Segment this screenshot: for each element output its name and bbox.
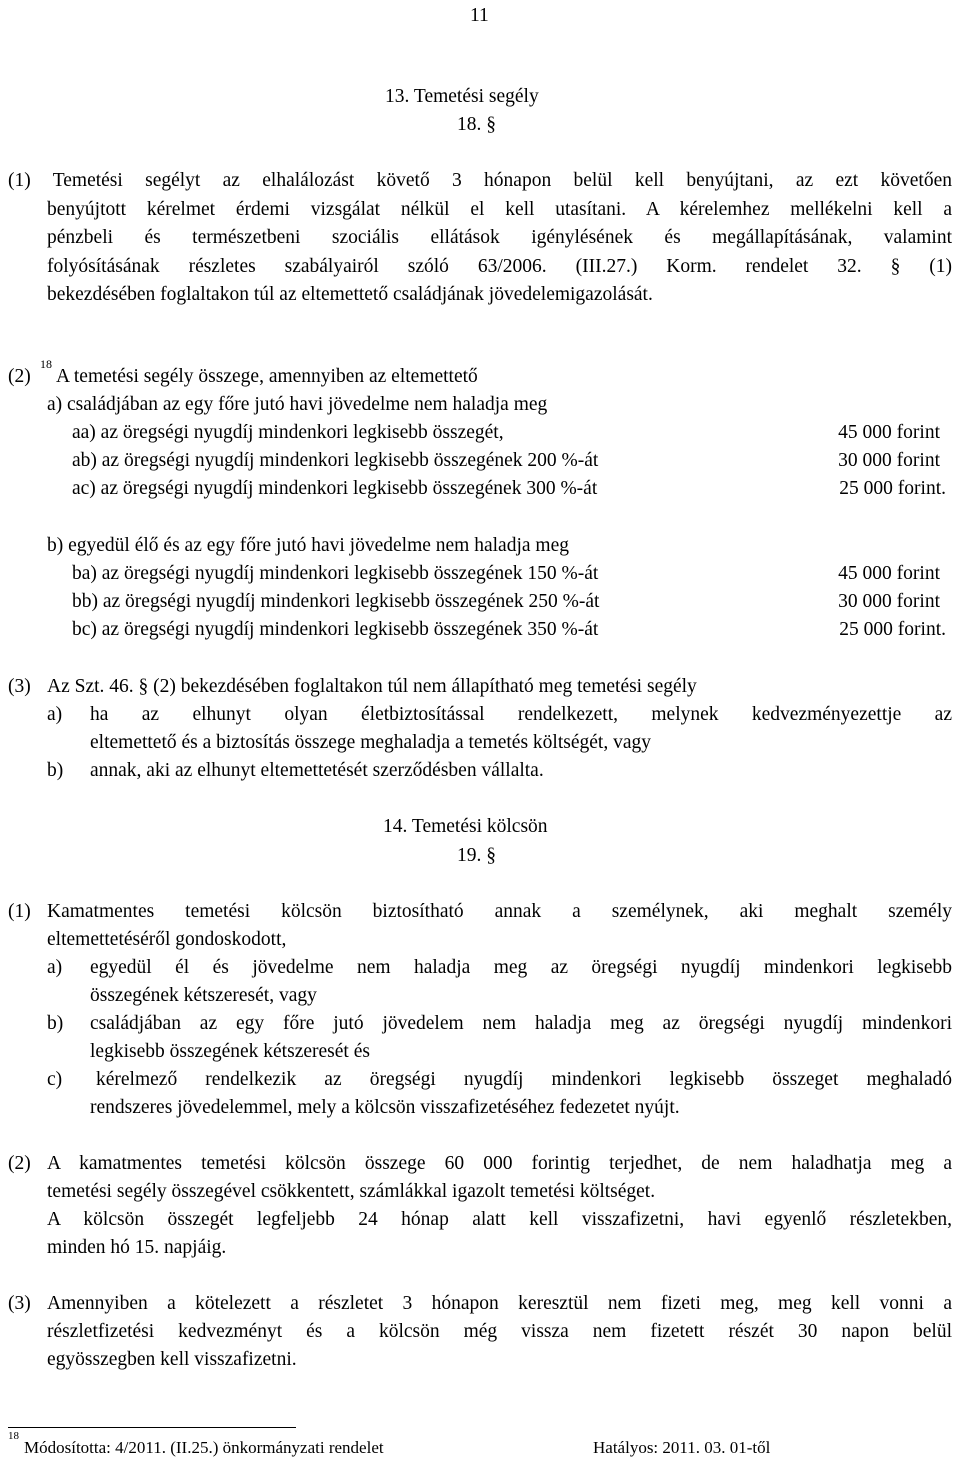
- amount-value: 30 000 forint: [838, 450, 940, 471]
- text-line: minden hó 15. napjáig.: [47, 1237, 227, 1258]
- footnote-text: Módosította: 4/2011. (II.25.) önkormányzati rendelet: [24, 1438, 384, 1457]
- item-mark: b): [47, 1013, 64, 1034]
- amount-label: ab) az öregségi nyugdíj mindenkori legkisebb összegének 200 %-át: [72, 450, 599, 471]
- section-13-heading: 13. Temetési segély: [385, 86, 539, 107]
- paragraph-number: (3): [8, 1293, 31, 1314]
- text-line: bekezdésében foglaltakon túl az eltemettető családjának jövedelemigazolását.: [47, 284, 653, 305]
- amount-label: ba) az öregségi nyugdíj mindenkori legkisebb összegének 150 %-át: [72, 563, 599, 584]
- text-line: A kamatmentes temetési kölcsön összege 60 000 forintig terjedhet, de nem haladhatja meg a: [47, 1153, 952, 1174]
- text-line: részletfizetési kedvezményt és a kölcsön még vissza nem fizetett részét 30 napon belül: [47, 1321, 952, 1342]
- footnote-separator: [8, 1427, 296, 1428]
- text-line: folyósításának részletes szabályairól szóló 63/2006. (III.27.) Korm. rendelet 32. § (1): [47, 256, 952, 277]
- footnote-reference: 18: [40, 357, 52, 371]
- paragraph-number: (2): [8, 366, 31, 387]
- text-line: annak, aki az elhunyt eltemettetését szerződésben vállalta.: [90, 760, 544, 781]
- paragraph-intro: Az Szt. 46. § (2) bekezdésében foglaltakon túl nem állapítható meg temetési segély: [47, 676, 697, 697]
- amount-label: ac) az öregségi nyugdíj mindenkori legkisebb összegének 300 %-át: [72, 478, 598, 499]
- paragraph-18-heading: 18. §: [457, 114, 496, 135]
- amount-label: bb) az öregségi nyugdíj mindenkori legkisebb összegének 250 %-át: [72, 591, 600, 612]
- group-b-title: b) egyedül élő és az egy főre jutó havi jövedelme nem haladja meg: [47, 535, 569, 556]
- group-a-title: a) családjában az egy főre jutó havi jövedelme nem haladja meg: [47, 394, 548, 415]
- text-line: eltemettető és a biztosítás összege meghaladja a temetés költségét, vagy: [90, 732, 651, 753]
- footnote-number: 18: [8, 1430, 19, 1442]
- text-line: legkisebb összegének kétszeresét és: [90, 1041, 370, 1062]
- paragraph-number: (3): [8, 676, 31, 697]
- amount-value: 25 000 forint.: [839, 478, 946, 499]
- section-14-heading: 14. Temetési kölcsön: [383, 816, 548, 837]
- text-line: összegének kétszeresét, vagy: [90, 985, 317, 1006]
- amount-value: 25 000 forint.: [839, 619, 946, 640]
- paragraph-number: (2): [8, 1153, 31, 1174]
- paragraph-intro: A temetési segély összege, amennyiben az eltemettető: [56, 366, 478, 387]
- amount-value: 30 000 forint: [838, 591, 940, 612]
- text-line: egyösszegben kell visszafizetni.: [47, 1349, 297, 1370]
- text-line: ha az elhunyt olyan életbiztosítással rendelkezett, melynek kedvezményezettje az: [90, 704, 952, 725]
- text-line: (1) Temetési segélyt az elhalálozást követő 3 hónapon belül kell benyújtani, az ezt követően: [8, 170, 952, 191]
- item-mark: c): [47, 1069, 63, 1090]
- amount-value: 45 000 forint: [838, 563, 940, 584]
- text-line: Kamatmentes temetési kölcsön biztosítható annak a személynek, aki meghalt személy: [47, 901, 952, 922]
- text-line: temetési segély összegével csökkentett, számlákkal igazolt temetési költséget.: [47, 1181, 656, 1202]
- item-mark: b): [47, 760, 64, 781]
- amount-label: bc) az öregségi nyugdíj mindenkori legkisebb összegének 350 %-át: [72, 619, 599, 640]
- text-line: családjában az egy főre jutó jövedelem nem haladja meg az öregségi nyugdíj mindenkori: [90, 1013, 952, 1034]
- amount-value: 45 000 forint: [838, 422, 940, 443]
- item-mark: a): [47, 704, 63, 725]
- text-line: pénzbeli és természetbeni szociális ellátások igénylésének és megállapításának, valamint: [47, 227, 952, 248]
- text-line: eltemettetéséről gondoskodott,: [47, 929, 287, 950]
- text-line: A kölcsön összegét legfeljebb 24 hónap alatt kell visszafizetni, havi egyenlő részletekben,: [47, 1209, 952, 1230]
- text-line: rendszeres jövedelemmel, mely a kölcsön visszafizetéséhez fedezetet nyújt.: [90, 1097, 680, 1118]
- paragraph-19-heading: 19. §: [457, 845, 496, 866]
- text-line: egyedül él és jövedelme nem haladja meg az öregségi nyugdíj mindenkori legkisebb: [90, 957, 952, 978]
- text-line: benyújtott kérelmet érdemi vizsgálat nélkül el kell utasítani. A kérelemhez mellékelni kell a: [47, 199, 952, 220]
- amount-label: aa) az öregségi nyugdíj mindenkori legkisebb összegét,: [72, 422, 504, 443]
- footnote-effective-date: Hatályos: 2011. 03. 01-től: [593, 1438, 771, 1457]
- paragraph-number: (1): [8, 901, 31, 922]
- text-line: kérelmező rendelkezik az öregségi nyugdíj mindenkori legkisebb összeget meghaladó: [96, 1069, 952, 1090]
- text-line: Amennyiben a kötelezett a részletet 3 hónapon keresztül nem fizeti meg, meg kell vonni a: [47, 1293, 952, 1314]
- page-number: 11: [470, 5, 489, 26]
- item-mark: a): [47, 957, 63, 978]
